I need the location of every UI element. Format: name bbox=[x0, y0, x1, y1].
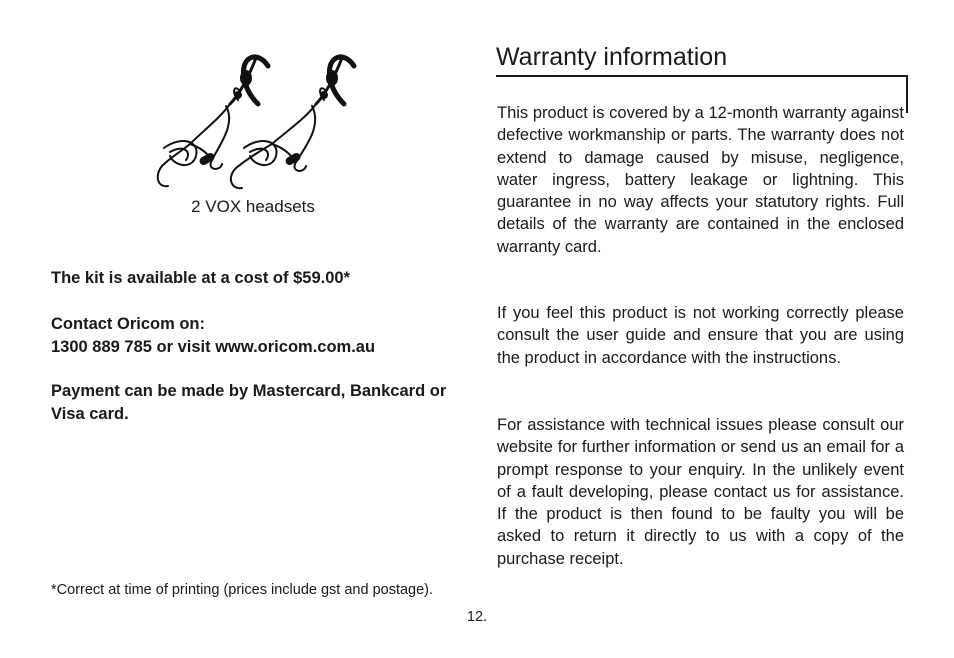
troubleshoot-paragraph: If you feel this product is not working correctly please consult the user guide and ensure that you are using the product in accordance with the instructions. bbox=[497, 304, 904, 367]
assistance-paragraph: For assistance with technical issues please consult our website for further information or send us an email for a prompt response to your enquiry. In the unlikely event of a fault developing, please contact us for assistance. If the product is then found to be faulty you will be asked to return it directly to us with a copy of the purchase receipt. bbox=[497, 416, 904, 568]
heading-rule bbox=[496, 75, 908, 77]
image-caption: 2 VOX headsets bbox=[191, 197, 315, 216]
page-number: 12. bbox=[466, 609, 488, 625]
headsets-image bbox=[140, 48, 362, 194]
payment-text: Payment can be made by Mastercard, Bankcard or Visa card. bbox=[51, 382, 447, 423]
heading-rule-corner bbox=[906, 75, 908, 113]
contact-block bbox=[51, 313, 463, 358]
contact-label: Contact Oricom on: bbox=[51, 315, 206, 333]
warranty-paragraph: This product is covered by a 12-month warranty against defective workmanship or parts. The warranty does not extend to damage caused by misuse, negligence, water ingress, battery leakage or lightning. This guarantee in no way affects your statutory rights. Full details of the warranty are contained in the enclosed warranty card. bbox=[497, 104, 904, 256]
kit-price-text: The kit is available at a cost of $59.00* bbox=[51, 269, 350, 287]
contact-details: 1300 889 785 or visit www.oricom.com.au bbox=[51, 337, 376, 356]
footnote: *Correct at time of printing (prices include gst and postage). bbox=[51, 582, 434, 598]
section-heading: Warranty information bbox=[496, 43, 728, 71]
